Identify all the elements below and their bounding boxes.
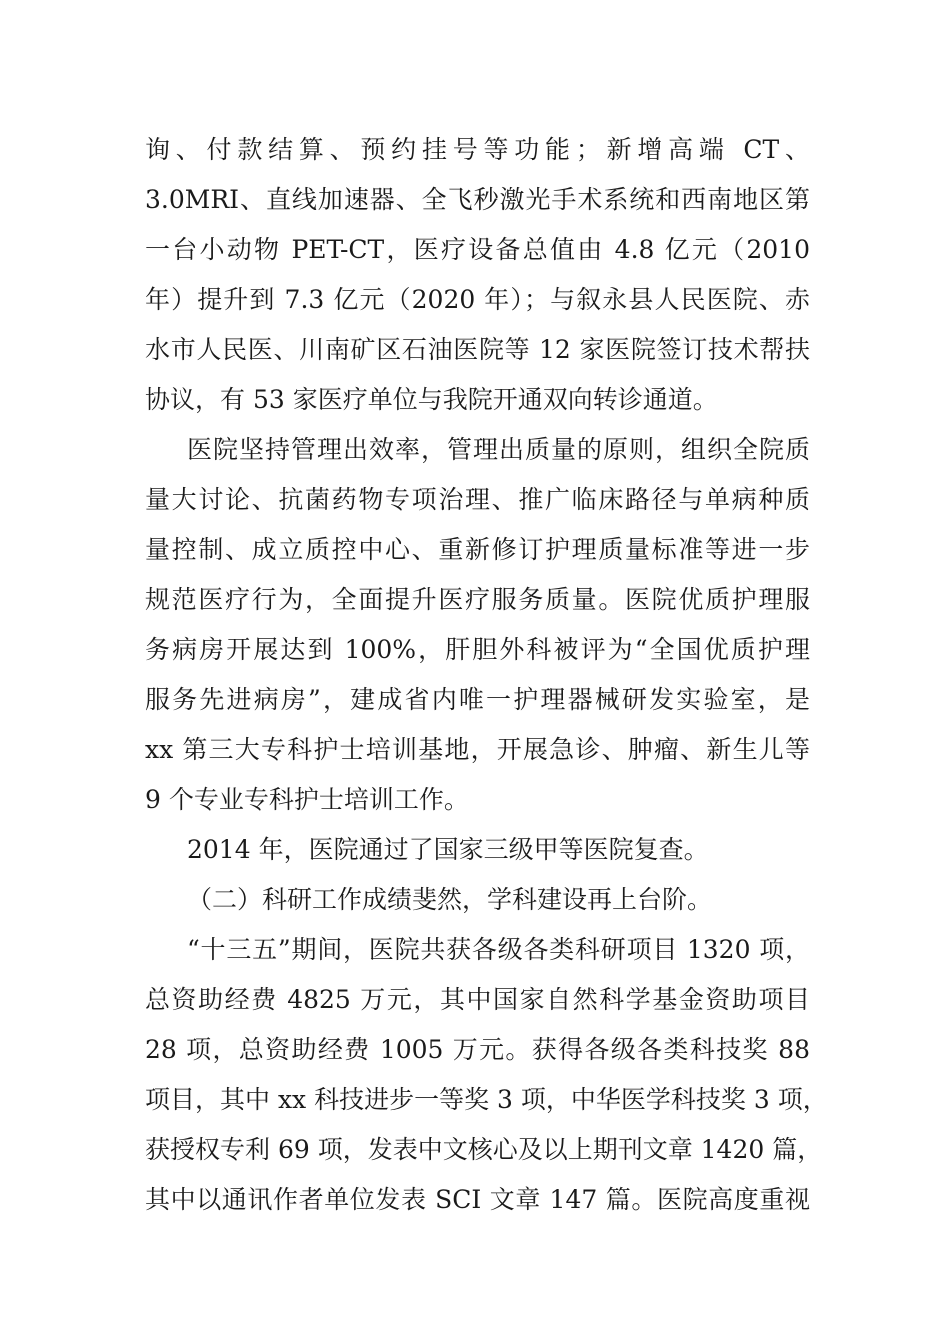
text-line: 总资助经费 4825 万元，其中国家自然科学基金资助项目 xyxy=(145,985,810,1014)
text-line: 一台小动物 PET-CT，医疗设备总值由 4.8 亿元（2010 xyxy=(145,235,810,264)
text-line: 水市人民医、川南矿区石油医院等 12 家医院签订技术帮扶 xyxy=(145,335,810,364)
text-line: 年）提升到 7.3 亿元（2020 年）；与叙永县人民医院、赤 xyxy=(145,285,810,314)
text-line: 务病房开展达到 100%，肝胆外科被评为“全国优质护理 xyxy=(145,635,810,664)
text-line: 28 项，总资助经费 1005 万元。获得各级各类科技奖 88 xyxy=(145,1035,810,1064)
text-line: 量大讨论、抗菌药物专项治理、推广临床路径与单病种质 xyxy=(145,485,810,514)
paragraph-first-line: 2014 年，医院通过了国家三级甲等医院复查。 xyxy=(187,835,709,864)
text-line: 询、付款结算、预约挂号等功能；新增高端 CT、 xyxy=(145,135,810,164)
text-line: 其中以通讯作者单位发表 SCI 文章 147 篇。医院高度重视 xyxy=(145,1185,810,1214)
text-line: 9 个专业专科护士培训工作。 xyxy=(145,785,469,814)
text-line: 服务先进病房”，建成省内唯一护理器械研发实验室，是 xyxy=(145,685,810,714)
text-line: xx 第三大专科护士培训基地，开展急诊、肿瘤、新生儿等 xyxy=(145,735,810,764)
text-line: 量控制、成立质控中心、重新修订护理质量标准等进一步 xyxy=(145,535,810,564)
text-line: 协议，有 53 家医疗单位与我院开通双向转诊通道。 xyxy=(145,385,718,414)
paragraph-first-line: 医院坚持管理出效率，管理出质量的原则，组织全院质 xyxy=(187,435,810,464)
text-line: 规范医疗行为，全面提升医疗服务质量。医院优质护理服 xyxy=(145,585,810,614)
text-line: 项目，其中 xx 科技进步一等奖 3 项，中华医学科技奖 3 项， xyxy=(145,1085,828,1114)
paragraph-first-line: “十三五”期间，医院共获各级各类科研项目 1320 项， xyxy=(187,935,810,964)
text-line: 3.0MRI、直线加速器、全飞秒激光手术系统和西南地区第 xyxy=(145,185,810,214)
section-heading: （二）科研工作成绩斐然，学科建设再上台阶。 xyxy=(187,885,713,914)
text-line: 获授权专利 69 项，发表中文核心及以上期刊文章 1420 篇， xyxy=(145,1135,823,1164)
